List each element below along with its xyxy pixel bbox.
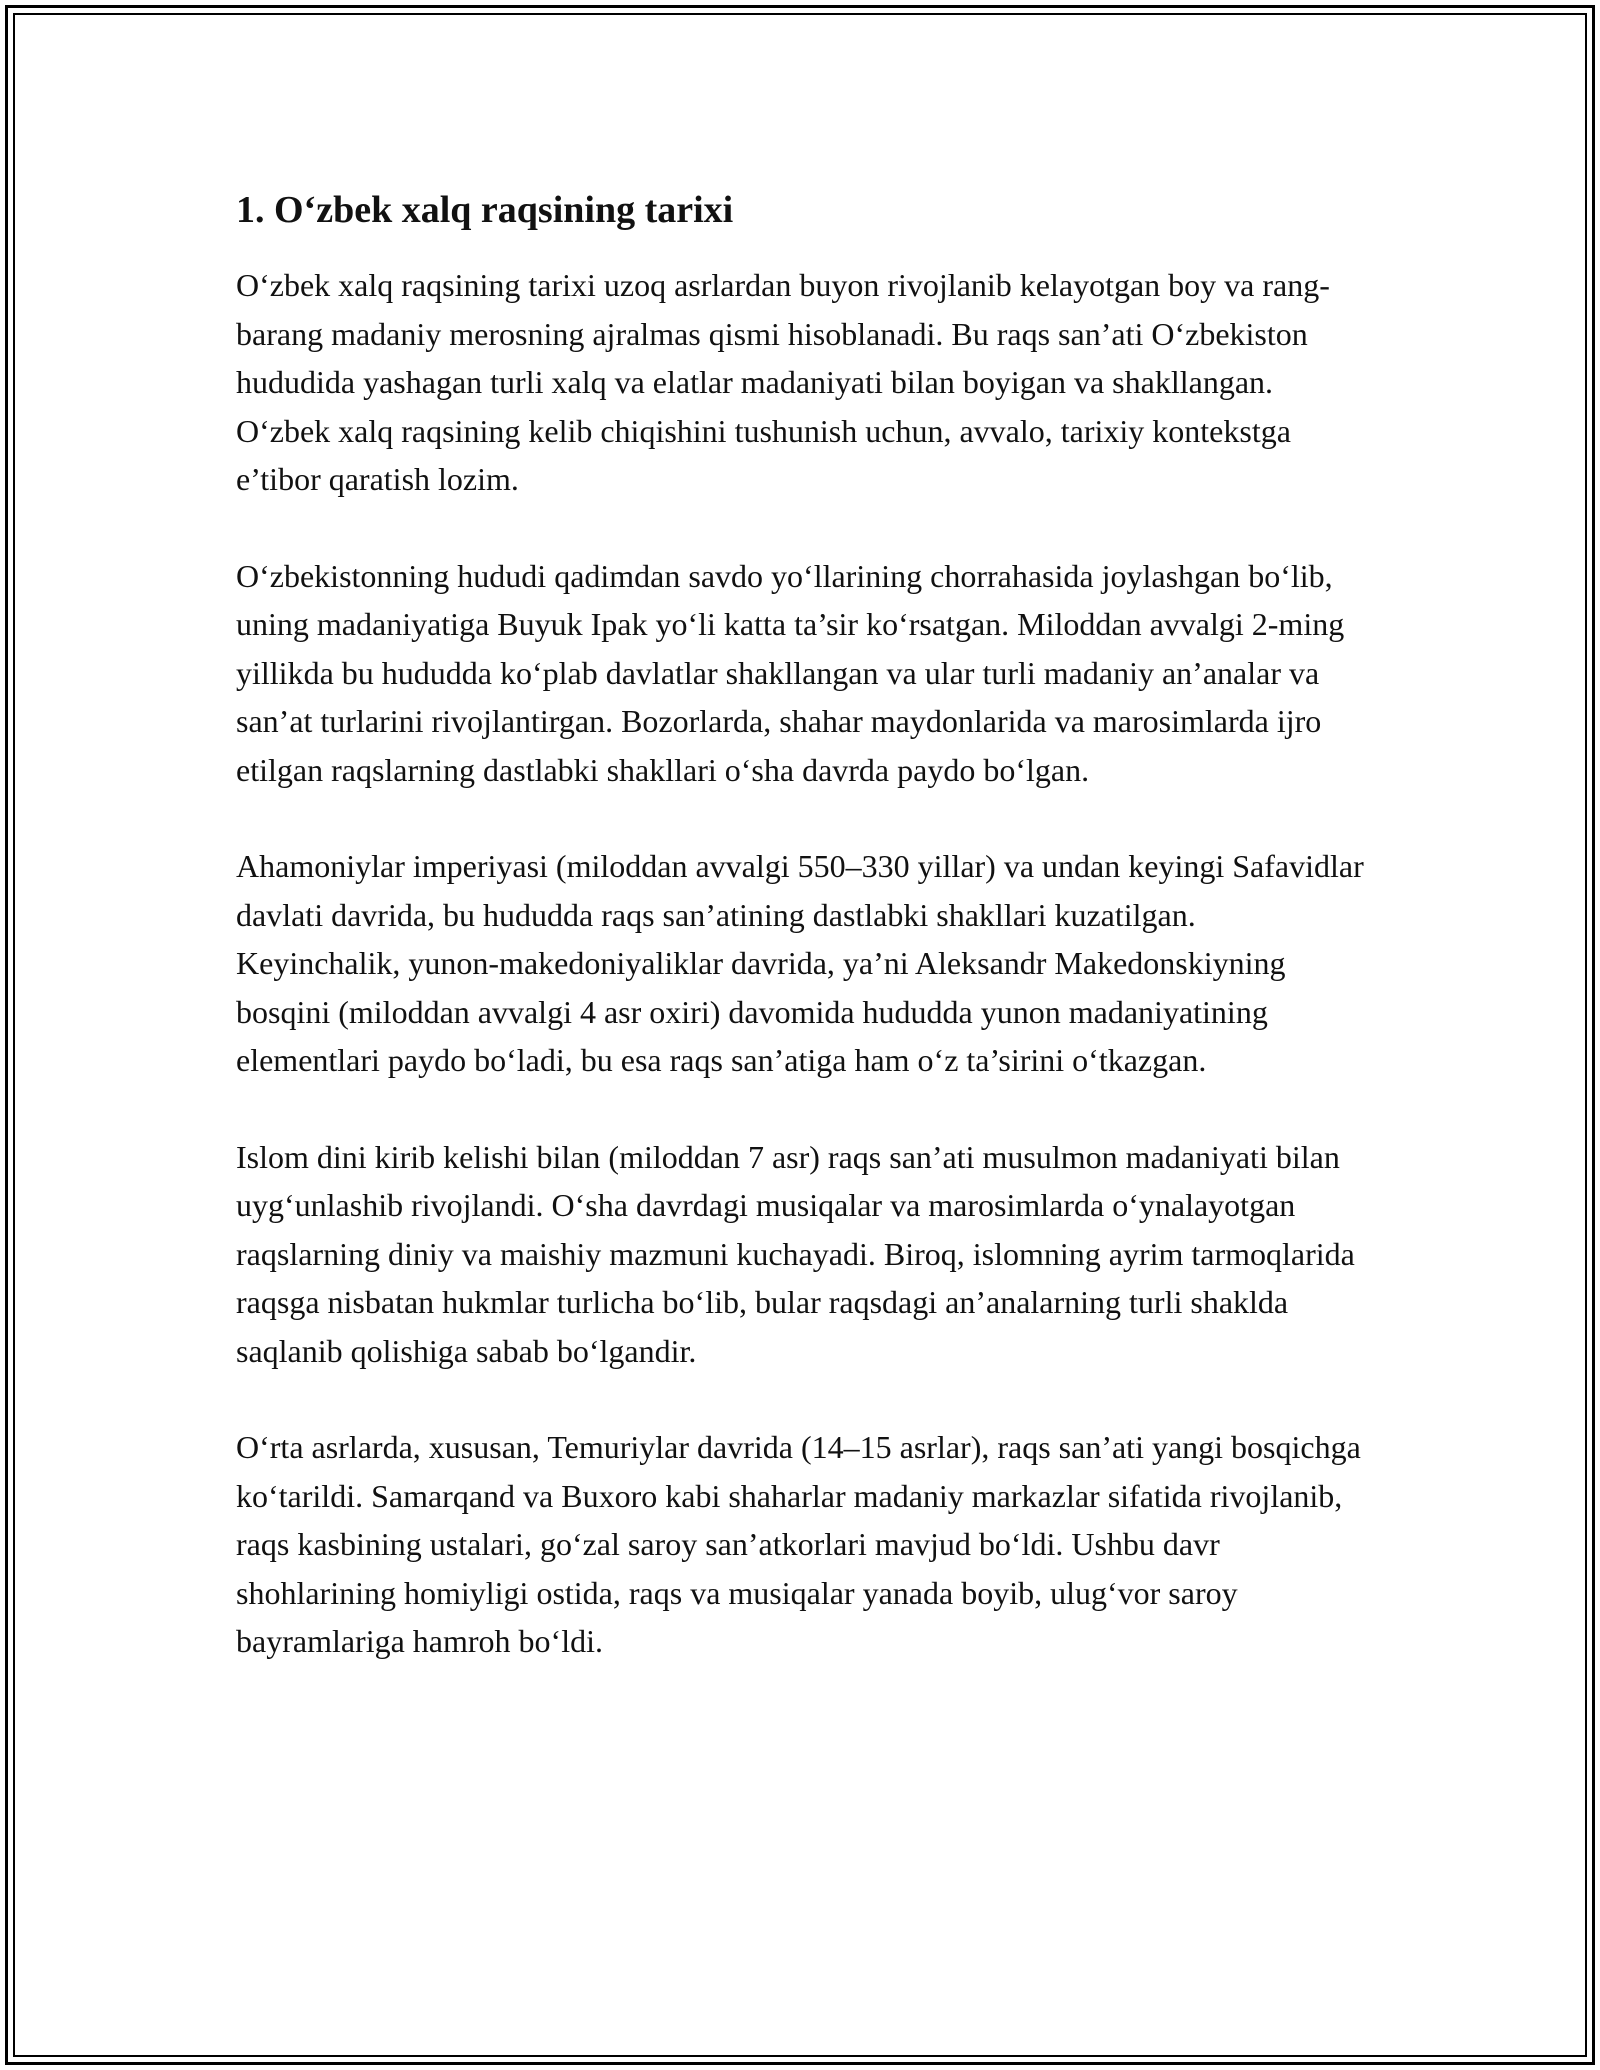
paragraph-3: Ahamoniylar imperiyasi (miloddan avvalgi 550–330 yillar) va undan keyingi Safavidlar davlati davrida, bu hududda raqs san’atining dastlabki shakllari kuzatilgan. Keyinchalik, yunon-makedoniyaliklar davrida, ya’ni Aleksandr Makedonskiyning bosqini (miloddan avvalgi 4 asr oxiri) davomida hududda yunon madaniyatining elementlari paydo bo‘ladi, bu esa raqs san’atiga ham o‘z ta’sirini o‘tkazgan. xyxy=(236,848,1364,1079)
paragraph-1: O‘zbek xalq raqsining tarixi uzoq asrlardan buyon rivojlanib kelayotgan boy va rang-barang madaniy merosning ajralmas qismi hisoblanadi. Bu raqs san’ati O‘zbekiston hududida yashagan turli xalq va elatlar madaniyati bilan boyigan va shakllangan. O‘zbek xalq raqsining kelib chiqishini tushunish uchun, avvalo, tarixiy kontekstga e’tibor qaratish lozim. xyxy=(236,267,1330,498)
section-heading: 1. O‘zbek xalq raqsining tarixi xyxy=(236,189,734,231)
paragraph-4: Islom dini kirib kelishi bilan (miloddan 7 asr) raqs san’ati musulmon madaniyati bilan uyg‘unlashib rivojlandi. O‘sha davrdagi musiqalar va marosimlarda o‘ynalayotgan raqslarning diniy va maishiy mazmuni kuchayadi. Biroq, islomning ayrim tarmoqlarida raqsga nisbatan hukmlar turlicha bo‘lib, bular raqsdagi an’analarning turli shaklda saqlanib qolishiga sabab bo‘lgandir. xyxy=(236,1138,1355,1369)
paragraph-2: O‘zbekistonning hududi qadimdan savdo yo‘llarining chorrahasida joylashgan bo‘lib, uning madaniyatiga Buyuk Ipak yo‘li katta ta’sir ko‘rsatgan. Miloddan avvalgi 2-ming yillikda bu hududda ko‘plab davlatlar shakllangan va ular turli madaniy an’analar va san’at turlarini rivojlantirgan. Bozorlarda, shahar maydonlarida va marosimlarda ijro etilgan raqslarning dastlabki shakllari o‘sha davrda paydo bo‘lgan. xyxy=(236,557,1345,788)
document-body xyxy=(236,186,1364,1666)
paragraph-5: O‘rta asrlarda, xususan, Temuriylar davrida (14–15 asrlar), raqs san’ati yangi bosqichga ko‘tarildi. Samarqand va Buxoro kabi shaharlar madaniy markazlar sifatida rivojlanib, raqs kasbining ustalari, go‘zal saroy san’atkorlari mavjud bo‘ldi. Ushbu davr shohlarining homiyligi ostida, raqs va musiqalar yanada boyib, ulug‘vor saroy bayramlariga hamroh bo‘ldi. xyxy=(236,1429,1361,1660)
